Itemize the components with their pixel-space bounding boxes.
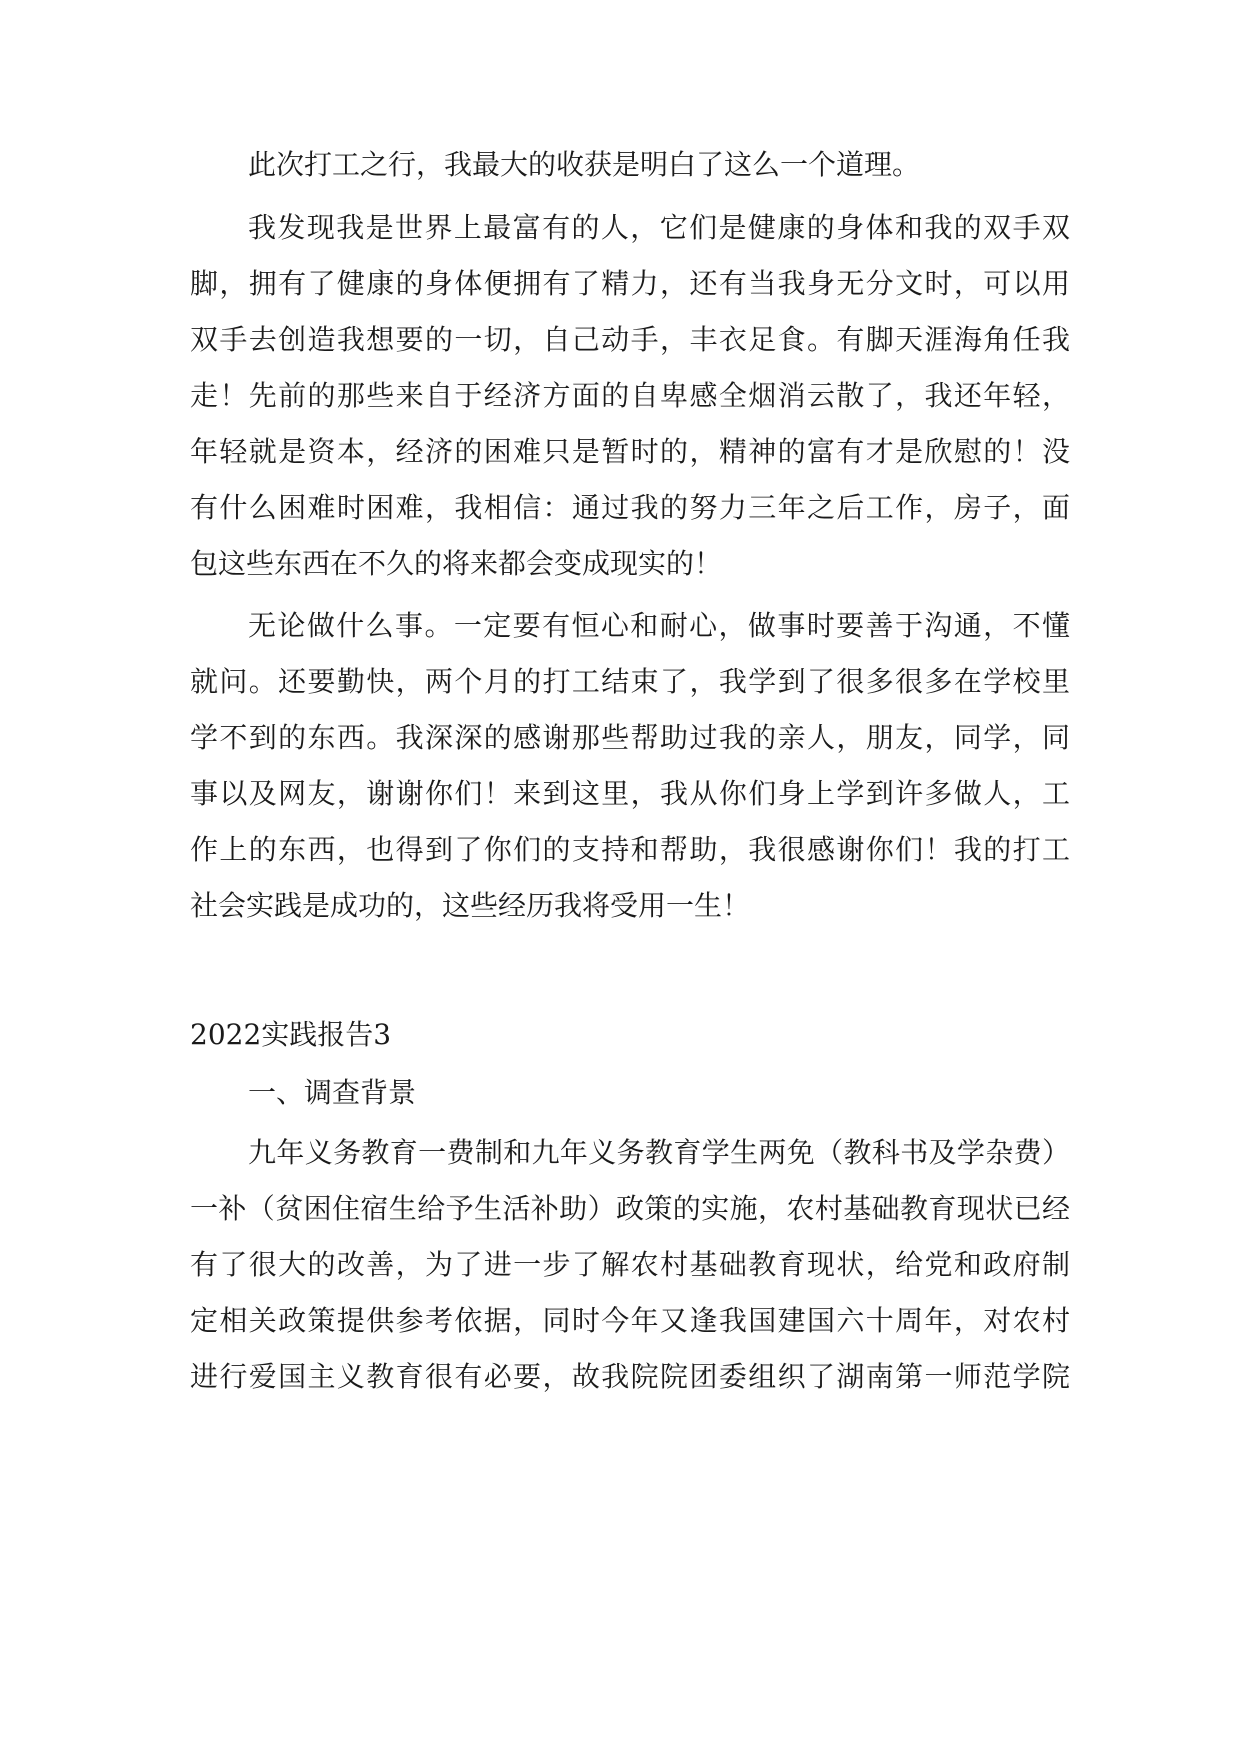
paragraph-line: 有什么困难时困难，我相信：通过我的努力三年之后工作，房子，面 — [190, 491, 1070, 524]
paragraph-line: 走！先前的那些来自于经济方面的自卑感全烟消云散了，我还年轻， — [190, 379, 1070, 412]
paragraph-line: 事以及网友，谢谢你们！来到这里，我从你们身上学到许多做人，工 — [190, 777, 1070, 810]
paragraph-line: 年轻就是资本，经济的困难只是暂时的，精神的富有才是欣慰的！没 — [190, 435, 1070, 468]
section-heading: 2022实践报告3 — [190, 1018, 392, 1051]
paragraph-line: 学不到的东西。我深深的感谢那些帮助过我的亲人，朋友，同学，同 — [190, 721, 1070, 754]
paragraph-line: 有了很大的改善，为了进一步了解农村基础教育现状，给党和政府制 — [190, 1248, 1070, 1281]
paragraph-line: 无论做什么事。一定要有恒心和耐心，做事时要善于沟通，不懂 — [248, 609, 1070, 642]
paragraph-line: 社会实践是成功的，这些经历我将受用一生！ — [190, 889, 751, 922]
paragraph-line: 双手去创造我想要的一切，自己动手，丰衣足食。有脚天涯海角任我 — [190, 323, 1070, 356]
paragraph-line: 我发现我是世界上最富有的人，它们是健康的身体和我的双手双 — [248, 211, 1070, 244]
subsection-heading: 一、调查背景 — [248, 1076, 417, 1109]
paragraph-line: 一补（贫困住宿生给予生活补助）政策的实施，农村基础教育现状已经 — [190, 1192, 1070, 1225]
paragraph-line: 包这些东西在不久的将来都会变成现实的！ — [190, 547, 723, 580]
paragraph-line: 作上的东西，也得到了你们的支持和帮助，我很感谢你们！我的打工 — [190, 833, 1070, 866]
paragraph-line: 九年义务教育一费制和九年义务教育学生两免（教科书及学杂费） — [248, 1136, 1070, 1169]
paragraph-line: 脚，拥有了健康的身体便拥有了精力，还有当我身无分文时，可以用 — [190, 267, 1070, 300]
paragraph-line: 就问。还要勤快，两个月的打工结束了，我学到了很多很多在学校里 — [190, 665, 1070, 698]
paragraph-line: 进行爱国主义教育很有必要，故我院院团委组织了湖南第一师范学院 — [190, 1360, 1070, 1393]
paragraph-line: 此次打工之行，我最大的收获是明白了这么一个道理。 — [248, 148, 921, 181]
paragraph-line: 定相关政策提供参考依据，同时今年又逢我国建国六十周年，对农村 — [190, 1304, 1070, 1337]
